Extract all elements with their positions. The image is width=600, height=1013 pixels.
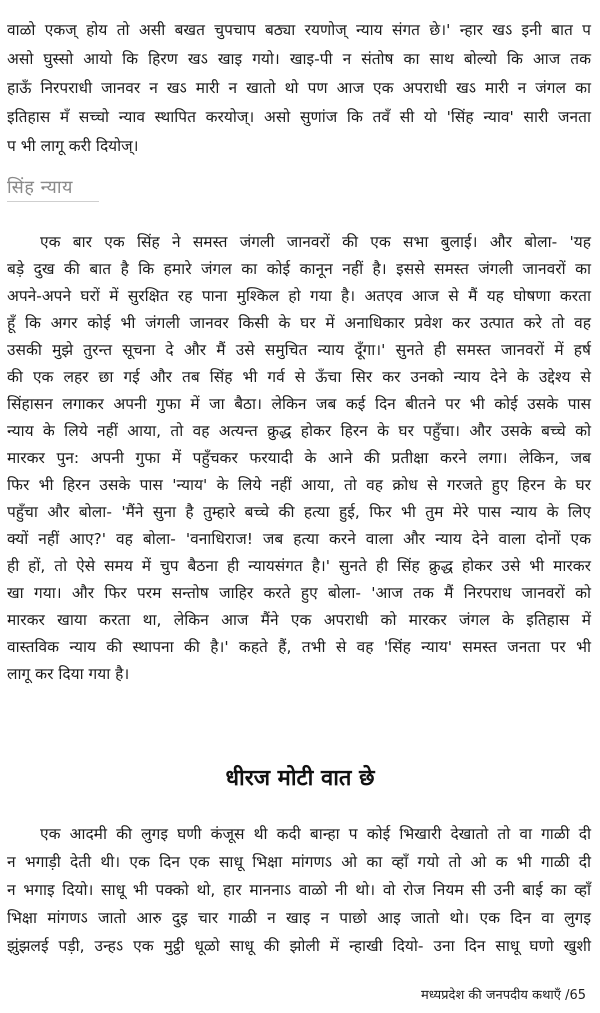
story-line: वास्तविक न्याय की स्थापना की है।' कहते हैं, तभी से वह 'सिंह न्याय' समस्त जनता पर भी [7,638,591,656]
story-line: न्याय के लिये नहीं आया, तो वह अत्यन्त क्रुद्ध होकर हिरन के घर पहुँचा। और उसके बच्चे को [7,422,591,440]
story-line: की एक लहर छा गई और तब सिंह भी गर्व से ऊँचा सिर कर उनको न्याय देने के उद्देश्य से [7,368,591,386]
story-line: पहुँचा और बोला- 'मैंने सुना है तुम्हारे बच्चे की हत्या हुई, फिर भी तुम मेरे पास न्याय के लिए [7,503,591,521]
intro-line: इतिहास मँ सच्चो न्याव स्थापित करयोज्। असो सुणांज कि तवँ सी यो 'सिंह न्याव' सारी जनता [7,108,591,126]
page-footer: मध्यप्रदेश की जनपदीय कथाएँ /65 [420,988,586,1003]
story-line: बड़े दुख की बात है कि हमारे जंगल का कोई कानून नहीं है। इससे समस्त जंगली जानवरों का [7,260,591,278]
story-line: मारकर पुन: अपनी गुफा में पहुँचकर फरयादी के आने की प्रतीक्षा करने लगा। लेकिन, जब [7,449,591,467]
story-line: क्यों नहीं आए?' वह बोला- 'वनाधिराज! जब हत्या करने वाला और न्याय देने वाला दोनों एक [7,530,591,548]
story2-line: झुंझलई पड़ी, उन्हऽ एक मुट्ठी धूळो साधू की झोली में न्हाखी दियो- उना दिन साधू घणो खुशी [7,937,591,955]
story-line: सिंहासन लगाकर अपनी गुफा में जा बैठा। लेकिन जब कई दिन बीतने पर भी कोई उसके पास [7,395,591,413]
intro-line: असो घुस्सो आयो कि हिरण खऽ खाइ गयो। खाइ-पी न संतोष का साथ बोल्यो कि आज तक [7,50,591,68]
story-line: मारकर खाया करता था, लेकिन आज मैंने एक अपराधी को मारकर जंगल के इतिहास में [7,611,591,629]
story-line: लागू कर दिया गया है। [7,665,130,683]
intro-line: हाऊँ निरपराधी जानवर न खऽ मारी न खातो थो पण आज एक अपराधी खऽ मारी न जंगल का [7,79,591,97]
intro-line: वाळो एकज् होय तो असी बखत चुपचाप बठ्या रयणोज् न्याय संगत छे।' न्हार खऽ इनी बात प [7,21,591,39]
story-line: ही हों, तो ऐसे समय में चुप बैठना ही न्यायसंगत है।' सुनते ही सिंह क्रुद्ध होकर उसे भी मारकर [7,557,591,575]
section-title: सिंह न्याय [7,177,73,198]
story-line: अपने-अपने घरों में सुरक्षित रह पाना मुश्किल हो गया है। अतएव आज से मैं यह घोषणा करता [7,287,591,305]
story-line: फिर भी हिरन उसके पास 'न्याय' के लिये नहीं आया, तो वह क्रोध से गरजते हुए हिरन के घर [7,476,591,494]
story2-line: भिक्षा मांगणऽ जातो आरु दुइ चार गाळी न खाइ न पाछो आइ जातो थो। एक दिन वा लुगइ [7,909,591,927]
story2-line: न भगाड़ी देती थी। एक दिन एक साधू भिक्षा मांगणऽ ओ का व्हाँ गयो तो ओ क भी गाळी दी [7,853,591,871]
story2-line: न भगाइ दियो। साधू भी पक्को थो, हार माननाऽ वाळो नी थो। वो रोज नियम सी उनी बाई का व्हाँ [7,881,591,899]
story-line: एक बार एक सिंह ने समस्त जंगली जानवरों की एक सभा बुलाई। और बोला- 'यह [40,233,591,251]
intro-line: प भी लागू करी दियोज्। [7,137,139,155]
story-line: खा गया। और फिर परम सन्तोष जाहिर करते हुए बोला- 'आज तक मैं निरपराध जानवरों को [7,584,591,602]
story2-line: एक आदमी की लुगइ घणी कंजूस थी कदी बान्हा प कोई भिखारी देखातो तो वा गाळी दी [40,825,591,843]
section-underline [7,201,99,202]
story-line: उसकी मुझे तुरन्त सूचना दे और मैं उसे समुचित न्याय दूँगा।' सुनते ही समस्त जानवरों में हर्ष [7,341,591,359]
story-line: हूँ कि अगर कोई भी जंगली जानवर किसी के घर में अनाधिकार प्रवेश कर उत्पात करे तो वह [7,314,591,332]
story-title: धीरज मोटी वात छे [225,766,375,791]
